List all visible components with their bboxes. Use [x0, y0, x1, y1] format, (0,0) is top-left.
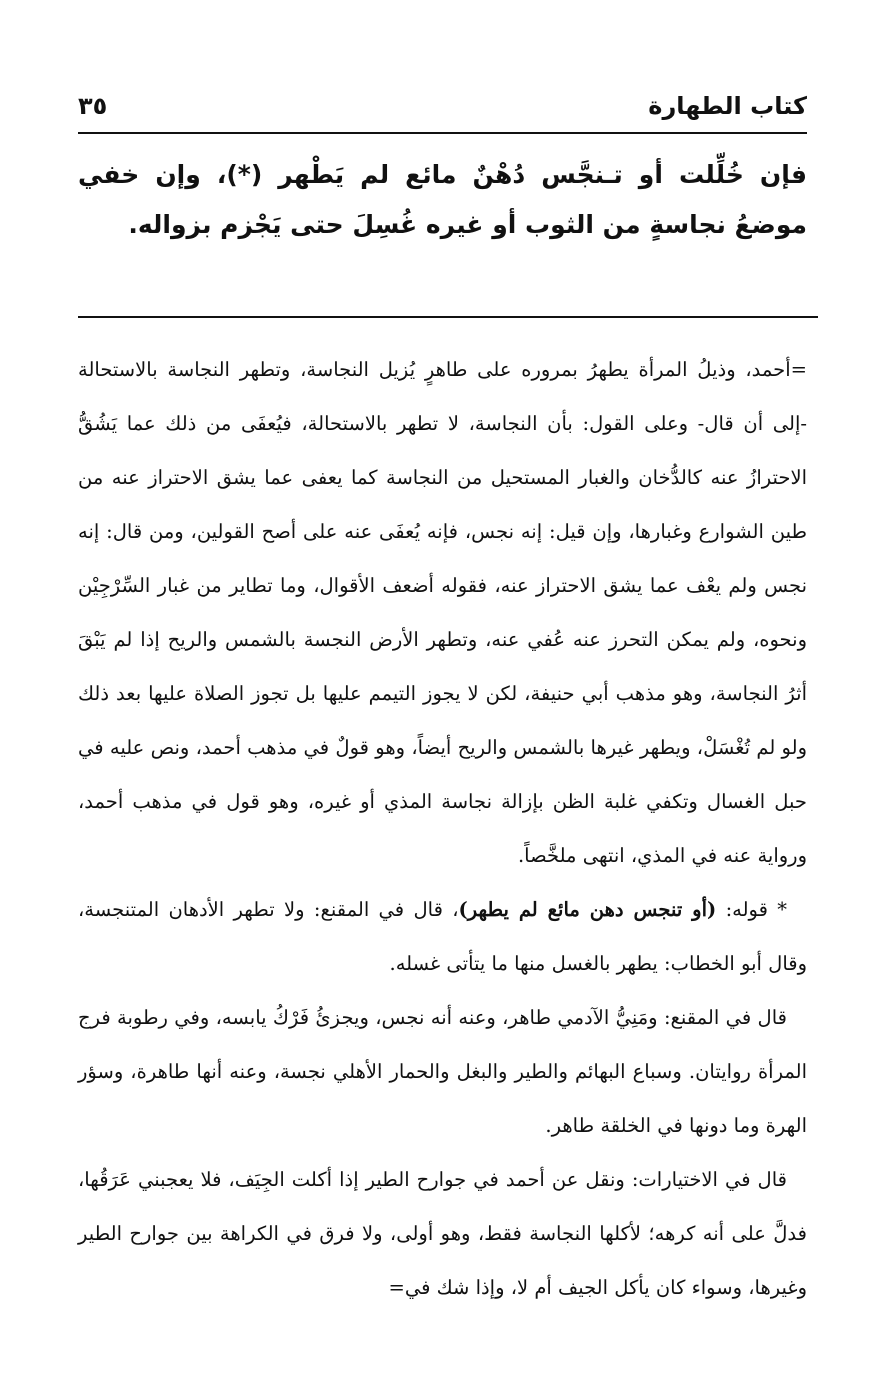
- note-star-marker: * قوله:: [725, 898, 787, 921]
- page-number: ٣٥: [78, 92, 108, 120]
- note-paragraph-2-text: ، قال في المقنع: ولا تطهر الأدهان المتنجسة، وقال أبو الخطاب: يطهر بالغسل منها ما يتأتى غسله.: [78, 898, 807, 975]
- note-paragraph-3: قال في المقنع: ومَنِيُّ الآدمي طاهر، وعنه أنه نجس، ويجزئُ فَرْكُ يابسه، وفي رطوبة فرج المرأة روايتان. وسباع البهائم والطير والبغل والحمار الأهلي نجسة، وعنه أنها طاهرة، وسؤر الهرة وما دونها في الخلقة طاهر.: [78, 1006, 807, 1137]
- note-quoted-text: (أو تنجس دهن مائع لم يطهر): [458, 898, 717, 921]
- chapter-title: كتاب الطهارة: [648, 92, 807, 120]
- footnotes: [78, 343, 807, 1315]
- footnote-divider: [78, 316, 818, 318]
- main-paragraph: فإن خُلِّلت أو تـنجَّس دُهْنٌ مائع لم يَطْهر (*)، وإن خفي موضعُ نجاسةٍ من الثوب أو غيره غُسِلَ حتى يَجْزم بزواله.: [78, 160, 807, 239]
- main-text: [78, 150, 807, 250]
- note-paragraph-2: [78, 883, 807, 991]
- note-paragraph-4: قال في الاختيارات: ونقل عن أحمد في جوارح الطير إذا أكلت الجِيَف، فلا يعجبني عَرَقُها، فدلَّ على أنه كرهه؛ لأكلها النجاسة فقط، وهو أولى، ولا فرق في الكراهة بين جوارح الطير وغيرها، وسواء كان يأكل الجيف أم لا، وإذا شك في=: [78, 1168, 807, 1299]
- note-paragraph-1: =أحمد، وذيلُ المرأة يطهرُ بمروره على طاهرٍ يُزيل النجاسة، وتطهر النجاسة بالاستحالة -إلى أن قال- وعلى القول: بأن النجاسة، لا تطهر بالاستحالة، فيُعفَى من ذلك عما يَشُقُّ الاحترازُ عنه كالدُّخان والغبار المستحيل من النجاسة كما يعفى عما يشق الاحتراز عنه من طين الشوارع وغبارها، وإن قيل: إنه نجس، فإنه يُعفَى عنه على أصح القولين، ومن قال: إنه نجس ولم يعْف عما يشق الاحتراز عنه، فقوله أضعف الأقوال، وما تطاير من غبار السِّرْجِيْن ونحوه، ولم يمكن التحرز عنه عُفي عنه، وتطهر الأرض النجسة بالشمس والريح إذا لم يَبْقَ أثرُ النجاسة، وهو مذهب أبي حنيفة، لكن لا يجوز التيمم عليها بل تجوز الصلاة عليها بعد ذلك ولو لم تُغْسَلْ، ويطهر غيرها بالشمس والريح أيضاً، وهو قولٌ في مذهب أحمد، ونص عليه في حبل الغسال وتكفي غلبة الظن بإزالة نجاسة المذي أو غيره، وهو قول في مذهب أحمد، ورواية عنه في المذي، انتهى ملخَّصاً.: [78, 358, 807, 867]
- page-header: [78, 88, 807, 134]
